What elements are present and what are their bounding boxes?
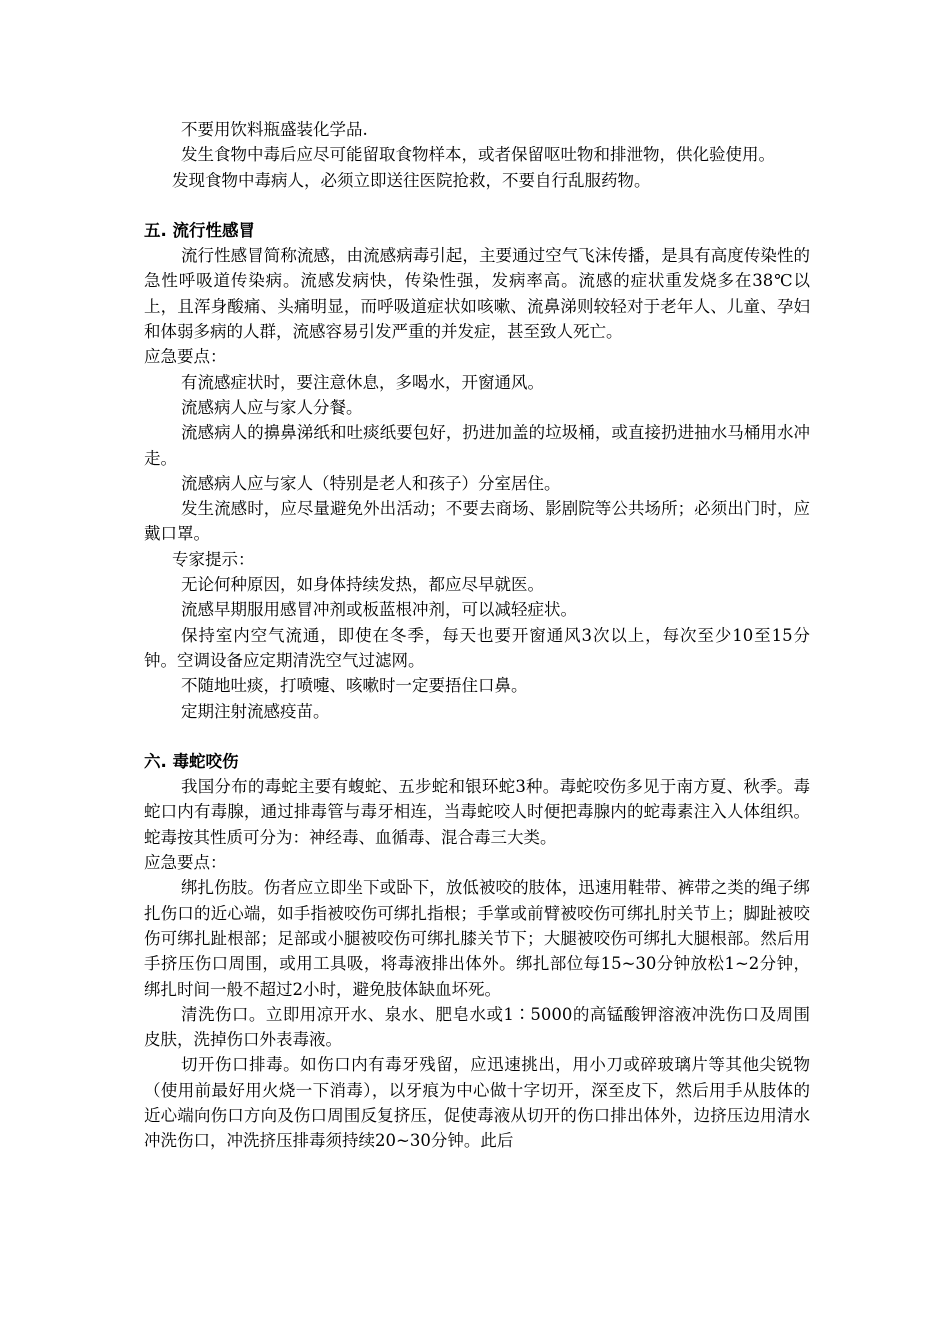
list-item: 流感早期服用感冒冲剂或板蓝根冲剂，可以减轻症状。 xyxy=(181,600,577,620)
list-item: 流感病人应与家人分餐。 xyxy=(181,397,363,417)
section-heading-influenza: 五. 流行性感冒 xyxy=(144,220,256,240)
list-item: 定期注射流感疫苗。 xyxy=(181,701,330,721)
label-key-points: 应急要点： xyxy=(144,853,227,873)
list-item: 发生流感时，应尽量避免外出活动；不要去商场、影剧院等公共场所；必须出门时，应戴口罩。 xyxy=(144,499,810,544)
list-item: 流感病人应与家人（特别是老人和孩子）分室居住。 xyxy=(181,473,561,493)
paragraph-food-sample: 发生食物中毒后应尽可能留取食物样本，或者保留呕吐物和排泄物，供化验使用。 xyxy=(181,145,775,165)
paragraph-snakebite-intro: 我国分布的毒蛇主要有蝮蛇、五步蛇和银环蛇3种。毒蛇咬伤多见于南方夏、秋季。毒蛇口内有毒腺，通过排毒管与毒牙相连，当毒蛇咬人时便把毒腺内的蛇毒素注入人体组织。蛇毒按其性质可分为：神经毒、血循毒、混合毒三大类。 xyxy=(144,777,810,847)
list-item: 清洗伤口。立即用凉开水、泉水、肥皂水或1∶5000的高锰酸钾溶液冲洗伤口及周围皮肤，洗掉伤口外表毒液。 xyxy=(144,1004,810,1050)
document-page xyxy=(144,117,810,1154)
list-item: 保持室内空气流通，即使在冬季，每天也要开窗通风3次以上，每次至少10至15分钟。空调设备应定期清洗空气过滤网。 xyxy=(144,625,810,670)
paragraph-beverage-bottle: 不要用饮料瓶盛装化学品. xyxy=(181,120,368,139)
paragraph-send-hospital: 发现食物中毒病人，必须立即送往医院抢救，不要自行乱服药物。 xyxy=(172,170,651,190)
list-item: 无论何种原因，如身体持续发热，都应尽早就医。 xyxy=(181,575,544,595)
section-heading-snakebite: 六. 毒蛇咬伤 xyxy=(144,751,239,771)
list-item: 不随地吐痰，打喷嚏、咳嗽时一定要捂住口鼻。 xyxy=(181,676,528,696)
list-item: 流感病人的擤鼻涕纸和吐痰纸要包好，扔进加盖的垃圾桶，或直接扔进抽水马桶用水冲走。 xyxy=(144,423,810,468)
list-item: 有流感症状时，要注意休息，多喝水，开窗通风。 xyxy=(181,372,544,392)
label-key-points: 应急要点： xyxy=(144,347,227,367)
paragraph-influenza-intro: 流行性感冒简称流感，由流感病毒引起，主要通过空气飞沫传播，是具有高度传染性的急性呼吸道传染病。流感发病快，传染性强，发病率高。流感的症状重发烧多在38℃以上，且浑身酸痛、头痛明显，而呼吸道症状如咳嗽、流鼻涕则较轻对于老年人、儿童、孕妇和体弱多病的人群，流感容易引发严重的并发症，甚至致人死亡。 xyxy=(144,246,810,342)
list-item: 绑扎伤肢。伤者应立即坐下或卧下，放低被咬的肢体，迅速用鞋带、裤带之类的绳子绑扎伤口的近心端，如手指被咬伤可绑扎指根；手掌或前臂被咬伤可绑扎肘关节上；脚趾被咬伤可绑扎趾根部；足部或小腿被咬伤可绑扎膝关节下；大腿被咬伤可绑扎大腿根部。然后用手挤压伤口周围，或用工具吸，将毒液排出体外。绑扎部位每15~30分钟放松1~2分钟，绑扎时间一般不超过2小时，避免肢体缺血坏死。 xyxy=(144,878,810,999)
label-expert-tips: 专家提示： xyxy=(172,549,255,569)
list-item: 切开伤口排毒。如伤口内有毒牙残留，应迅速挑出，用小刀或碎玻璃片等其他尖锐物（使用前最好用火烧一下消毒），以牙痕为中心做十字切开，深至皮下，然后用手从肢体的近心端向伤口方向及伤口周围反复挤压，促使毒液从切开的伤口排出体外，边挤压边用清水冲洗伤口，冲洗挤压排毒须持续20~30分钟。此后 xyxy=(144,1055,810,1151)
